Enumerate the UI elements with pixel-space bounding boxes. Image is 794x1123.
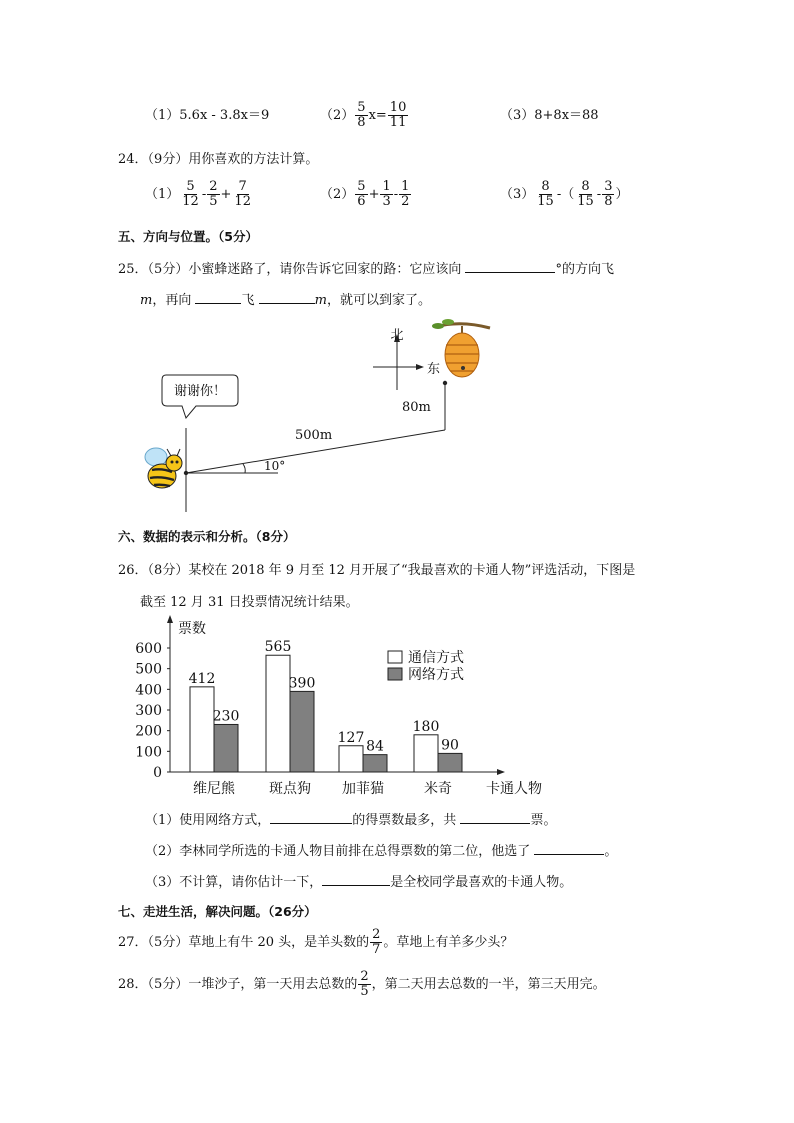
legend-swatch-mail bbox=[388, 651, 402, 663]
section-7-heading: 七、走进生活，解决问题。（26分） bbox=[118, 904, 317, 919]
legend-label-mail: 通信方式 bbox=[408, 650, 464, 666]
chart-y-tick-label: 0 bbox=[153, 765, 162, 781]
chart-y-tick-label: 600 bbox=[135, 641, 162, 657]
q24-part1-expression bbox=[179, 179, 254, 209]
chart-bar bbox=[214, 724, 238, 772]
q25-line1: 25．（5分）小蜜蜂迷路了，请你告诉它回家的路：它应该向 °的方向飞 bbox=[118, 262, 614, 277]
section-6-heading: 六、数据的表示和分析。（8分） bbox=[118, 529, 296, 544]
section-5-heading: 五、方向与位置。（5分） bbox=[118, 229, 258, 244]
q24-p3-fraction-c: $\frac{3}{8}$ bbox=[604, 179, 613, 209]
chart-category-label: 斑点狗 bbox=[269, 781, 311, 797]
q23-fraction-right: $\frac{10}{11}$ bbox=[389, 100, 407, 130]
q25-direction-blank[interactable] bbox=[195, 291, 241, 304]
q28-text: 28．（5分）一堆沙子，第一天用去总数的 $\frac{2}{5}$ ，第二天用去总数的一半，第三天用完。 bbox=[118, 969, 606, 999]
q27-text: 27．（5分）草地上有牛 20 头，是羊头数的 $\frac{2}{7}$ 。草地上有羊多少头？ bbox=[118, 927, 514, 957]
chart-data-label: 230 bbox=[212, 708, 240, 725]
q26-sub1: （1）使用网络方式， 的得票数最多，共 票。 bbox=[145, 813, 557, 828]
chart-y-tick-label: 100 bbox=[135, 744, 162, 761]
chart-bar bbox=[414, 735, 438, 772]
q24-part2 bbox=[320, 180, 412, 209]
chart-bar bbox=[339, 746, 363, 772]
route-distance-500: 500m bbox=[295, 428, 333, 443]
chart-data-label: 412 bbox=[188, 670, 216, 687]
q23-part2-label: （2） bbox=[320, 108, 355, 123]
chart-data-label: 84 bbox=[366, 738, 384, 755]
chart-bar bbox=[363, 755, 387, 772]
chart-category-label: 加菲猫 bbox=[342, 781, 384, 797]
q26-sub1-blank-character[interactable] bbox=[270, 811, 352, 824]
q23-part2-mid: x= bbox=[368, 108, 387, 123]
q24-p2-operator: + bbox=[368, 187, 380, 202]
q24-part2-label: （2） bbox=[320, 187, 355, 202]
legend-label-network: 网络方式 bbox=[408, 667, 464, 683]
q28-fraction: $\frac{2}{5}$ bbox=[360, 969, 369, 999]
q24-p2-fraction: $\frac{1}{2}$ bbox=[401, 179, 410, 209]
legend-swatch-network bbox=[388, 668, 402, 680]
speech-bubble bbox=[162, 375, 238, 418]
q23-part1: （1）5.6x - 3.8x＝9 bbox=[145, 108, 270, 123]
q24-p1-fraction: $\frac{7}{12}$ bbox=[234, 179, 251, 209]
q25-angle-blank[interactable] bbox=[465, 260, 555, 273]
q26-sub2: （2）李林同学所选的卡通人物目前排在总得票数的第二位，他选了 。 bbox=[145, 844, 618, 859]
chart-bar bbox=[266, 655, 290, 772]
chart-bar bbox=[290, 691, 314, 772]
q23-fraction-left: $\frac{5}{8}$ bbox=[357, 100, 366, 130]
q24-title: 24．（9分）用你喜欢的方法计算。 bbox=[118, 152, 319, 167]
q26-line2: 截至 12 月 31 日投票情况统计结果。 bbox=[140, 595, 359, 610]
q25-route-diagram bbox=[130, 310, 510, 520]
q26-sub3-blank[interactable] bbox=[322, 873, 390, 886]
chart-category-label: 米奇 bbox=[424, 781, 452, 797]
q26-line1: 26．（8分）某校在 2018 年 9 月至 12 月开展了“我最喜欢的卡通人物”评选活动，下图是 bbox=[118, 563, 636, 578]
q24-p1-operator: - bbox=[201, 187, 207, 202]
q24-part3-label: （3） bbox=[500, 187, 535, 202]
q25-line2: m，再向 飞 m，就可以到家了。 bbox=[140, 293, 431, 308]
chart-bar bbox=[190, 687, 214, 772]
q24-part2-expression bbox=[354, 179, 412, 209]
q24-p1-fraction: $\frac{2}{5}$ bbox=[209, 179, 218, 209]
q23-part2 bbox=[320, 101, 409, 130]
chart-y-tick-label: 400 bbox=[135, 682, 162, 699]
q24-p3-fraction-a: $\frac{8}{15}$ bbox=[537, 179, 554, 209]
q26-sub1-blank-count[interactable] bbox=[460, 811, 530, 824]
chart-data-label: 180 bbox=[412, 718, 440, 735]
chart-data-label: 390 bbox=[288, 675, 316, 692]
chart-data-label: 127 bbox=[337, 729, 365, 746]
compass-icon bbox=[373, 328, 440, 390]
chart-bar bbox=[438, 753, 462, 772]
chart-x-axis-arrow bbox=[497, 769, 505, 775]
chart-y-tick-label: 500 bbox=[135, 661, 162, 678]
chart-category-label: 维尼熊 bbox=[193, 781, 235, 797]
chart-y-tick-label: 300 bbox=[135, 703, 162, 719]
bee-icon bbox=[145, 448, 182, 488]
q23-part3: （3）8+8x＝88 bbox=[500, 108, 599, 123]
q26-sub3: （3）不计算，请你估计一下， 是全校同学最喜欢的卡通人物。 bbox=[145, 875, 573, 890]
chart-y-axis-arrow bbox=[167, 615, 173, 623]
speech-bubble-text: 谢谢你！ bbox=[173, 384, 227, 399]
compass-north-label: 北 bbox=[390, 328, 404, 343]
chart-legend bbox=[388, 650, 464, 683]
vote-bar-chart bbox=[130, 612, 560, 802]
q24-p2-operator: - bbox=[393, 187, 399, 202]
q27-fraction: $\frac{2}{7}$ bbox=[372, 927, 381, 957]
q24-part1 bbox=[145, 180, 254, 209]
compass-east-label: 东 bbox=[427, 362, 441, 377]
q26-sub2-blank[interactable] bbox=[534, 842, 604, 855]
chart-x-axis-label: 卡通人物 bbox=[486, 781, 542, 797]
q24-part1-label: （1） bbox=[145, 187, 180, 202]
chart-y-axis-label: 票数 bbox=[178, 621, 206, 637]
chart-data-label: 565 bbox=[264, 639, 292, 656]
q24-p2-fraction: $\frac{5}{6}$ bbox=[357, 179, 366, 209]
q24-p2-fraction: $\frac{1}{3}$ bbox=[382, 179, 391, 209]
q25-distance-blank[interactable] bbox=[259, 291, 315, 304]
chart-data-label: 90 bbox=[441, 737, 459, 754]
route-distance-80: 80m bbox=[402, 400, 431, 415]
q24-part3: （3） $\frac{8}{15}$ -（ $\frac{8}{15}$ - $\frac{3}{8}$ ） bbox=[500, 179, 629, 209]
q24-p1-operator: + bbox=[220, 187, 232, 202]
beehive-icon bbox=[432, 319, 490, 377]
route-angle-label: 10° bbox=[264, 459, 286, 473]
chart-y-tick-label: 200 bbox=[135, 723, 162, 740]
q24-p3-fraction-b: $\frac{8}{15}$ bbox=[577, 179, 594, 209]
q24-p1-fraction: $\frac{5}{12}$ bbox=[182, 179, 199, 209]
